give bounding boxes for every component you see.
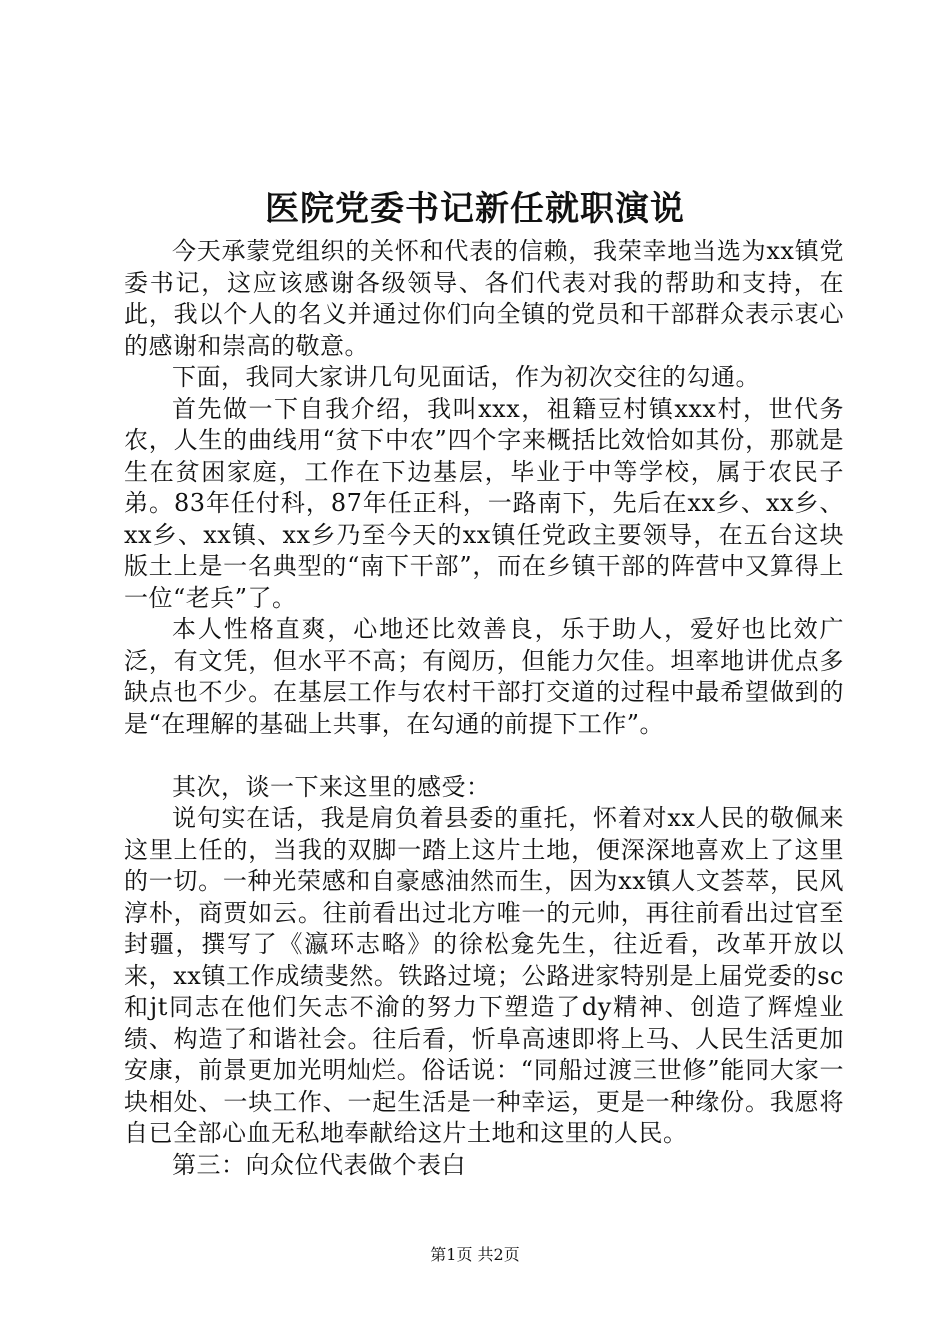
paragraph-third-heading: 第三：向众位代表做个表白 xyxy=(172,1150,466,1179)
paragraph-self-introduction: 首先做一下自我介绍，我叫xxx，祖籍豆村镇xxx村，世代务农，人生的曲线用“贫下中农”四个字来概括比效恰如其份，那就是生在贫困家庭，工作在下边基层，毕业于中等学校，属于农民子弟。83年任付科，87年任正科，一路南下，先后在xx乡、xx乡、xx乡、xx镇、xx乡乃至今天的xx镇任党政主要领导，在五台这块版土上是一名典型的“南下干部”，而在乡镇干部的阵营中又算得上一位“老兵”了。 xyxy=(124,394,844,612)
paragraph-feelings: 说句实在话，我是肩负着县委的重托，怀着对xx人民的敬佩来这里上任的，当我的双脚一踏上这片土地，便深深地喜欢上了这里的一切。一种光荣感和自豪感油然而生，因为xx镇人文荟萃，民风淳朴，商贾如云。往前看出过北方唯一的元帅，再往前看出过官至封疆，撰写了《瀛环志略》的徐松龛先生，往近看，改革开放以来，xx镇工作成绩斐然。铁路过境；公路进家特别是上届党委的sc和jt同志在他们矢志不渝的努力下塑造了dy精神、创造了辉煌业绩、构造了和谐社会。往后看，忻阜高速即将上马、人民生活更加安康，前景更加光明灿烂。俗话说：“同船过渡三世修”能同大家一块相处、一块工作、一起生活是一种幸运，更是一种缘份。我愿将自已全部心血无私地奉献给这片土地和这里的人民。 xyxy=(124,804,844,1147)
paragraph-intro: 今天承蒙党组织的关怀和代表的信赖，我荣幸地当选为xx镇党委书记，这应该感谢各级领导、各们代表对我的帮助和支持，在此，我以个人的名义并通过你们向全镇的党员和干部群众表示衷心的感谢和崇高的敬意。 xyxy=(124,237,844,360)
paragraph-spacer xyxy=(124,740,844,772)
paragraph-greeting: 下面，我同大家讲几句见面话，作为初次交往的勾通。 xyxy=(172,363,760,391)
page-footer: 第1页 共2页 xyxy=(430,1245,520,1264)
document-body xyxy=(124,236,844,1181)
document-title: 医院党委书记新任就职演说 xyxy=(265,189,685,229)
paragraph-second-heading: 其次，谈一下来这里的感受： xyxy=(172,772,491,801)
paragraph-personality: 本人性格直爽，心地还比效善良，乐于助人，爱好也比效广泛，有文凭，但水平不高；有阅历，但能力欠佳。坦率地讲优点多缺点也不少。在基层工作与农村干部打交道的过程中最希望做到的是“在理解的基础上共事，在勾通的前提下工作”。 xyxy=(124,615,844,738)
